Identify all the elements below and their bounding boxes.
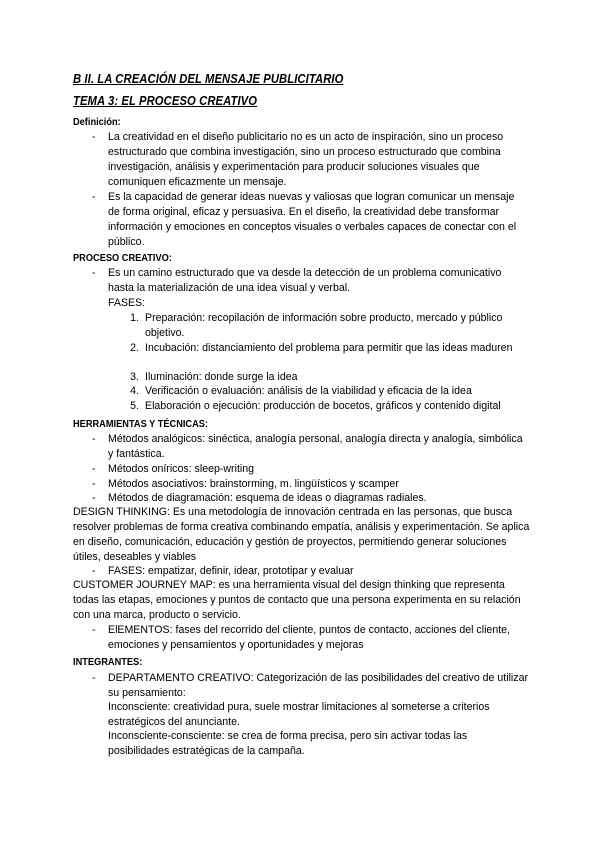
topic-title: TEMA 3: EL PROCESO CREATIVO [73,94,258,108]
customer-journey-paragraph: CUSTOMER JOURNEY MAP: es una herramienta visual del design thinking que representa todas las etapas, emociones y puntos de contacto que una persona experimenta en su relación con una marca, producto o servicio. [73,579,521,621]
herramientas-bullet-2: Métodos oníricos: sleep-writing [108,463,255,475]
design-thinking-paragraph: DESIGN THINKING: Es una metodología de innovación centrada en las personas, que busca resolver problemas de forma creativa combinando empatía, análisis y experimentación. Se aplica en diseño, comunicación, educación y gestión de proyectos, permitiendo generar soluciones útiles, deseables y viables [73,506,530,563]
definicion-bullet-1: La creatividad en el diseño publicitario no es un acto de inspiración, sino un proceso estructurado que combina investigación, sino un proceso estructurado que combina investigación, análisis y experimentación para producir soluciones visuales que comuniquen eficazmente un mensaje. [108,131,504,188]
fase-4: Verificación o evaluación: análisis de la viabilidad y eficacia de la idea [145,385,472,397]
bullet-dash: - [92,267,96,279]
journey-elementos: ElEMENTOS: fases del recorrido del cliente, puntos de contacto, acciones del cliente, emociones y pensamientos y oportunidades y mejoras [108,624,510,651]
list-number: 5. [130,400,139,412]
bullet-dash: - [92,478,96,490]
bullet-dash: - [92,565,96,577]
departamento-creativo: DEPARTAMENTO CREATIVO: Categorización de las posibilidades del creativo de utilizar su pensamiento: [108,672,528,699]
bullet-dash: - [92,463,96,475]
list-number: 1. [130,312,139,324]
definicion-bullet-2: Es la capacidad de generar ideas nuevas y valiosas que logran comunicar un mensaje de forma original, eficaz y persuasiva. En el diseño, la creatividad debe transformar información y emociones en conceptos visuales o verbales capaces de conectar con el público. [108,191,517,248]
list-number: 2. [130,342,139,354]
bullet-dash: - [92,433,96,445]
definicion-heading: Definición: [73,116,121,128]
fase-5: Elaboración o ejecución: producción de bocetos, gráficos y contenido digital [145,400,501,412]
list-number: 3. [130,371,139,383]
fase-2: Incubación: distanciamiento del problema para permitir que las ideas maduren [145,342,513,354]
herramientas-bullet-1: Métodos analógicos: sinéctica, analogía personal, analogía directa y analogía, simbólica y fantástica. [108,433,523,460]
design-thinking-fases: FASES: empatizar, definir, idear, prototipar y evaluar [108,565,354,577]
fase-1: Preparación: recopilación de información sobre producto, mercado y público objetivo. [145,312,503,339]
bullet-dash: - [92,191,96,203]
proceso-heading: PROCESO CREATIVO: [73,252,172,264]
bullet-dash: - [92,131,96,143]
section-title: B II. LA CREACIÓN DEL MENSAJE PUBLICITARIO [73,72,344,86]
proceso-bullet: Es un camino estructurado que va desde la detección de un problema comunicativo hasta la materialización de una idea visual y verbal. [108,267,502,294]
inconsciente: Inconsciente: creatividad pura, suele mostrar limitaciones al someterse a criterios estratégicos del anunciante. [108,701,490,728]
integrantes-heading: INTEGRANTES: [73,656,143,668]
inconsciente-consciente: Inconsciente-consciente: se crea de forma precisa, pero sin activar todas las posibilidades estratégicas de la campaña. [108,730,468,757]
fases-label: FASES: [108,297,146,309]
fase-3: Iluminación: donde surge la idea [145,371,298,383]
bullet-dash: - [92,672,96,684]
herramientas-bullet-3: Métodos asociativos: brainstorming, m. lingüísticos y scamper [108,478,399,490]
herramientas-heading: HERRAMIENTAS Y TÉCNICAS: [73,418,209,430]
bullet-dash: - [92,492,96,504]
list-number: 4. [130,385,139,397]
bullet-dash: - [92,624,96,636]
herramientas-bullet-4: Métodos de diagramación: esquema de ideas o diagramas radiales. [108,492,427,504]
